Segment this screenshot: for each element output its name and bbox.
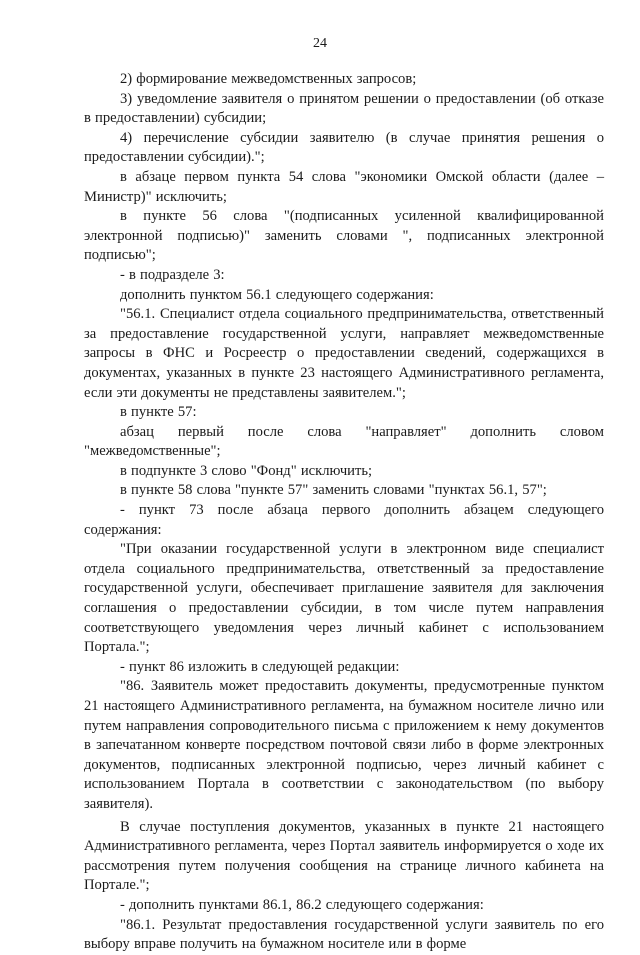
paragraph: "86.1. Результат предоставления государственной услуги заявитель по его выбору вправе получить на бумажном носителе или в форме: [84, 916, 604, 953]
page-number: 24: [313, 36, 327, 51]
paragraph: - пункт 86 изложить в следующей редакции:: [120, 658, 400, 675]
paragraph: "56.1. Специалист отдела социального предпринимательства, ответственный за предоставление государственной услуги, направляет межведомственные запросы в ФНС и Росреестр о предоставлении сведений, содержащихся в документах, указанных в пункте 23 настоящего Административного регламента, если эти документы не представлены заявителем.";: [84, 306, 604, 401]
paragraph: в подпункте 3 слово "Фонд" исключить;: [120, 462, 373, 479]
paragraph: 4) перечисление субсидии заявителю (в случае принятия решения о предоставлении субсидии).";: [84, 129, 604, 166]
paragraph: В случае поступления документов, указанных в пункте 21 настоящего Административного регламента, через Портал заявитель информируется о ходе их рассмотрения путем получения сообщения на странице личного кабинета на Портале.";: [84, 818, 604, 894]
paragraph: - дополнить пунктами 86.1, 86.2 следующего содержания:: [120, 896, 484, 913]
paragraph: в абзаце первом пункта 54 слова "экономики Омской области (далее – Министр)" исключить;: [84, 168, 604, 205]
paragraph: 3) уведомление заявителя о принятом решении о предоставлении (об отказе в предоставлении) субсидии;: [84, 90, 604, 127]
paragraph: в пункте 58 слова "пункте 57" заменить словами "пунктах 56.1, 57";: [120, 482, 547, 499]
paragraph: абзац первый после слова "направляет" дополнить словом "межведомственные";: [84, 423, 604, 460]
paragraph: дополнить пунктом 56.1 следующего содержания:: [120, 286, 434, 303]
paragraph: "При оказании государственной услуги в электронном виде специалист отдела социального предпринимательства, ответственный за предоставление государственной услуги, обеспечивает приглашение заявителя для заключения соглашения о предоставлении субсидии, в том числе путем направления соответствующего уведомления через личный кабинет с использованием Портала.";: [84, 541, 604, 656]
paragraph: в пункте 57:: [120, 404, 197, 421]
paragraph: - пункт 73 после абзаца первого дополнить абзацем следующего содержания:: [84, 502, 604, 538]
document-body: [84, 70, 604, 955]
paragraph: 2) формирование межведомственных запросов;: [120, 71, 417, 87]
paragraph: - в подразделе 3:: [120, 266, 225, 283]
paragraph: в пункте 56 слова "(подписанных усиленной квалифицированной электронной подписью)" заменить словами ", подписанных электронной подписью";: [84, 208, 604, 264]
paragraph: "86. Заявитель может предоставить документы, предусмотренные пунктом 21 настоящего Административного регламента, на бумажном носителе лично или путем направления сопроводительного письма с приложением к нему документов в запечатанном конверте посредством почтовой связи либо в форме электронных документов, подписанных электронной подписью, через личный кабинет с использованием Портала в соответствии с законодательством (по выбору заявителя).: [84, 678, 604, 812]
